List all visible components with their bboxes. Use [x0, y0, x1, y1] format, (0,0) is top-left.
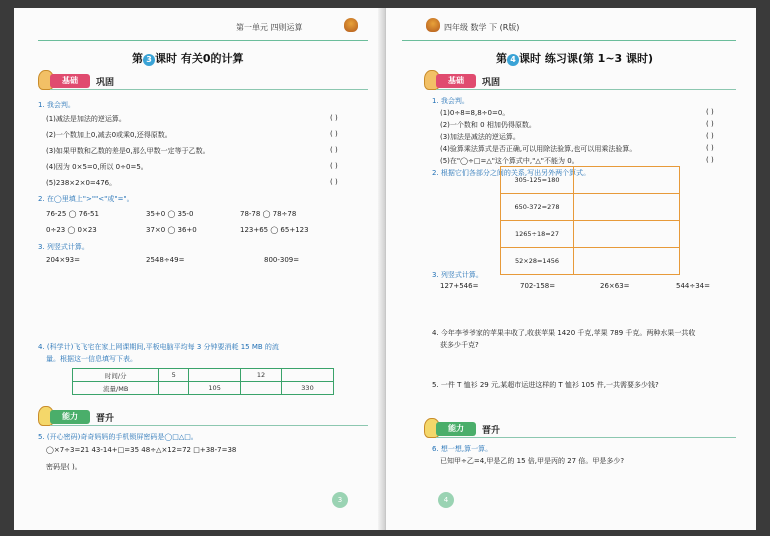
answer-paren[interactable]: ( )	[706, 132, 714, 140]
q1-item: (1)减法是加法的逆运算。	[46, 115, 126, 123]
vertical-calc-item: 800-309=	[264, 256, 300, 264]
table-row	[501, 221, 679, 248]
answer-paren[interactable]: ( )	[706, 120, 714, 128]
question-2-heading: 2. 根据它们各部分之间的关系,写出另外两个算式。	[432, 169, 591, 177]
table-row	[501, 167, 679, 194]
flow-table	[72, 368, 334, 395]
table-cell[interactable]	[282, 369, 334, 382]
question-4-heading-cont: 量。根据这一信息填写下表。	[46, 355, 137, 363]
vertical-calc-item: 204×93=	[46, 256, 80, 264]
question-4-text-cont: 获多少千克?	[440, 341, 479, 349]
page-number: 3	[332, 492, 348, 508]
mushroom-icon	[344, 18, 358, 32]
q1-item: (5)在"◯÷□=△"这个算式中,"△"不能为 0。	[440, 157, 579, 165]
question-3-heading: 3. 列竖式计算。	[38, 243, 89, 251]
ability-section-banner: 能力 晋升	[424, 422, 736, 438]
vertical-calc-item: 127+546=	[440, 282, 479, 290]
answer-paren[interactable]: ( )	[330, 114, 338, 122]
table-cell: 1265÷18=27	[501, 221, 574, 247]
basic-section-banner: 基础 巩固	[38, 74, 368, 90]
table-cell[interactable]: 5	[159, 369, 189, 382]
lesson-number-badge: 4	[507, 54, 519, 66]
lesson-title: 第 3 课时 有关0的计算	[132, 52, 244, 65]
header-rule	[402, 40, 736, 41]
compare-item: 35+0 ◯ 35-0	[146, 210, 194, 218]
q1-item: (4)验算乘法算式是否正确,可以用除法验算,也可以用乘法验算。	[440, 145, 637, 153]
ability-section-banner: 能力 晋升	[38, 410, 368, 426]
question-4-heading: 4. (科学计)飞飞宅在家上网课期间,平板电脑平均每 3 分钟要消耗 15 MB 的流	[38, 343, 279, 351]
vertical-calc-item: 26×63=	[600, 282, 630, 290]
table-cell[interactable]: 105	[189, 382, 241, 395]
table-cell[interactable]	[159, 382, 189, 395]
compare-item: 78-78 ◯ 78÷78	[240, 210, 297, 218]
table-row	[73, 369, 334, 382]
vertical-calc-item: 544÷34=	[676, 282, 710, 290]
answer-paren[interactable]: ( )	[330, 162, 338, 170]
compare-item: 37×0 ◯ 36+0	[146, 226, 197, 234]
table-cell[interactable]	[189, 369, 241, 382]
q1-item: (2)一个数和 0 相加仍得原数。	[440, 121, 536, 129]
table-row	[501, 194, 679, 221]
answer-paren[interactable]: ( )	[706, 108, 714, 116]
table-cell[interactable]: 12	[241, 369, 282, 382]
table-row	[501, 248, 679, 274]
question-4-text: 4. 今年李爷爷家的苹果丰收了,收获苹果 1420 千克,苹果 789 千克。两种水果一共收	[432, 329, 696, 337]
page-number: 4	[438, 492, 454, 508]
question-5-heading: 5. (开心密码)奇奇妈妈的手机锁屏密码是◯□△□。	[38, 433, 198, 441]
basic-section-banner: 基础 巩固	[424, 74, 736, 90]
password-equations: ◯×7÷3=21 43-14+□=35 48÷△×12=72 □+38-7=38	[46, 446, 237, 454]
table-cell[interactable]	[241, 382, 282, 395]
q1-item: (2)一个数加上0,减去0或乘0,还得原数。	[46, 131, 172, 139]
vertical-calc-item: 2548÷49=	[146, 256, 185, 264]
book-spread	[14, 8, 756, 530]
q1-item: (5)238×2×0=476。	[46, 179, 117, 187]
question-1-heading: 1. 我会判。	[432, 97, 469, 105]
q1-item: (1)0÷8=8,8÷0=0。	[440, 109, 510, 117]
question-6-heading: 6. 想一想,算一算。	[432, 445, 493, 453]
password-answer: 密码是( )。	[46, 463, 82, 471]
table-cell[interactable]: 330	[282, 382, 334, 395]
question-6-text: 已知甲÷乙=4,甲是乙的 15 倍,甲是丙的 27 倍。甲是多少?	[440, 457, 625, 465]
table-cell: 650-372=278	[501, 194, 574, 220]
table-cell: 52×28=1456	[501, 248, 574, 274]
answer-paren[interactable]: ( )	[330, 130, 338, 138]
question-3-heading: 3. 列竖式计算。	[432, 271, 483, 279]
question-5-text: 5. 一件 T 恤衫 29 元,某超市运进这样的 T 恤衫 105 件,一共需要多少钱?	[432, 381, 659, 389]
q1-item: (4)因为 0×5=0,所以 0÷0=5。	[46, 163, 148, 171]
right-page	[386, 8, 756, 530]
question-1-heading: 1. 我会判。	[38, 101, 75, 109]
left-page	[14, 8, 384, 530]
lesson-title: 第 4 课时 练习课(第 1~3 课时)	[496, 52, 654, 65]
running-header: 第一单元 四则运算	[236, 23, 303, 32]
answer-paren[interactable]: ( )	[330, 178, 338, 186]
answer-paren[interactable]: ( )	[330, 146, 338, 154]
compare-item: 76-25 ◯ 76-51	[46, 210, 99, 218]
header-rule	[38, 40, 368, 41]
q1-item: (3)如果甲数和乙数的差是0,那么甲数一定等于乙数。	[46, 147, 210, 155]
table-cell: 时间/分	[73, 369, 159, 382]
lesson-number-badge: 3	[143, 54, 155, 66]
answer-paren[interactable]: ( )	[706, 156, 714, 164]
compare-item: 0÷23 ◯ 0×23	[46, 226, 97, 234]
table-cell: 流量/MB	[73, 382, 159, 395]
table-cell: 305-125=180	[501, 167, 574, 193]
compare-item: 123+65 ◯ 65+123	[240, 226, 309, 234]
vertical-calc-item: 702-158=	[520, 282, 556, 290]
q1-item: (3)加法是减法的逆运算。	[440, 133, 520, 141]
running-header: 四年级 数学 下 (R版)	[444, 23, 520, 32]
mushroom-icon	[426, 18, 440, 32]
question-2-heading: 2. 在◯里填上">""<"或"="。	[38, 195, 134, 203]
answer-paren[interactable]: ( )	[706, 144, 714, 152]
table-row	[73, 382, 334, 395]
inverse-operation-table	[500, 166, 680, 275]
